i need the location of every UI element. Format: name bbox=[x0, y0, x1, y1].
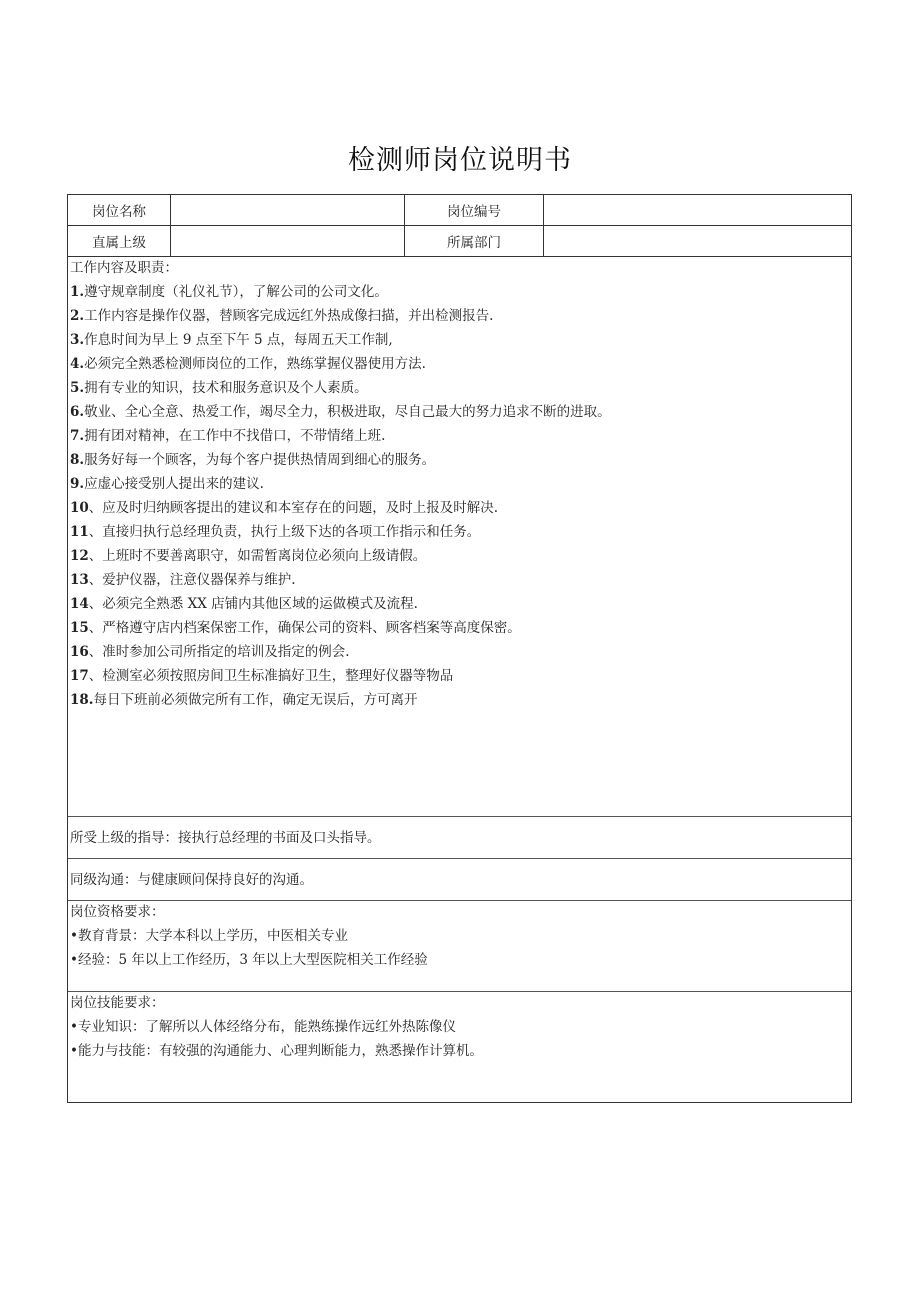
duty-text: 、上班时不要善离职守，如需暂离岗位必须向上级请假。 bbox=[88, 548, 427, 564]
duty-number: 9. bbox=[70, 476, 85, 492]
skills-section bbox=[68, 992, 851, 1102]
duty-text: 、准时参加公司所指定的培训及指定的例会. bbox=[88, 644, 350, 660]
supervisor-label: 直属上级 bbox=[68, 226, 171, 256]
duty-text: 、必须完全熟悉 XX 店铺内其他区域的运做模式及流程. bbox=[88, 596, 418, 612]
duty-text: 、直接归执行总经理负责，执行上级下达的各项工作指示和任务。 bbox=[88, 524, 481, 540]
duties-heading: 工作内容及职责： bbox=[70, 260, 178, 276]
duty-text: 每日下班前必须做完所有工作，确定无误后，方可离开 bbox=[93, 692, 418, 708]
qualifications-section bbox=[68, 901, 851, 992]
list-item bbox=[70, 499, 498, 517]
supervision-text: 所受上级的指导：接执行总经理的书面及口头指导。 bbox=[70, 830, 381, 846]
list-item bbox=[70, 355, 426, 373]
list-item bbox=[70, 691, 418, 709]
list-item: •经验：5 年以上工作经历，3 年以上大型医院相关工作经验 bbox=[70, 952, 428, 968]
peer-communication-section bbox=[68, 859, 851, 901]
duty-text: 作息时间为早上 9 点至下午 5 点，每周五天工作制, bbox=[84, 332, 393, 348]
duty-number: 3. bbox=[70, 332, 85, 348]
list-item bbox=[70, 331, 393, 349]
peer-communication-text: 同级沟通：与健康顾问保持良好的沟通。 bbox=[70, 872, 313, 888]
duty-number: 11 bbox=[70, 524, 89, 540]
duty-number: 16 bbox=[70, 644, 89, 660]
list-item: •能力与技能：有较强的沟通能力、心理判断能力，熟悉操作计算机。 bbox=[70, 1043, 483, 1059]
department-label: 所属部门 bbox=[405, 226, 544, 256]
supervisor-value bbox=[171, 226, 405, 256]
position-code-value bbox=[544, 195, 851, 225]
header-row-1 bbox=[68, 195, 851, 226]
list-item bbox=[70, 523, 480, 541]
duty-number: 7. bbox=[70, 428, 85, 444]
job-description-table bbox=[67, 194, 852, 1103]
list-item bbox=[70, 307, 493, 325]
duty-text: 、应及时归纳顾客提出的建议和本室存在的问题，及时上报及时解决. bbox=[88, 500, 499, 516]
duty-number: 14 bbox=[70, 596, 89, 612]
duty-number: 6. bbox=[70, 404, 85, 420]
duty-text: 、爱护仪器，注意仪器保养与维护. bbox=[88, 572, 296, 588]
duty-number: 13 bbox=[70, 572, 89, 588]
header-row-2 bbox=[68, 226, 851, 257]
duty-number: 15 bbox=[70, 620, 89, 636]
duty-number: 18. bbox=[70, 692, 94, 708]
duty-text: 遵守规章制度（礼仪礼节），了解公司的公司文化。 bbox=[84, 284, 388, 300]
qualifications-heading: 岗位资格要求： bbox=[70, 904, 165, 920]
list-item bbox=[70, 403, 611, 421]
duty-text: 拥有团对精神，在工作中不找借口，不带情绪上班. bbox=[84, 428, 386, 444]
list-item bbox=[70, 451, 435, 469]
duty-text: 、严格遵守店内档案保密工作，确保公司的资料、顾客档案等高度保密。 bbox=[88, 620, 521, 636]
skills-heading: 岗位技能要求： bbox=[70, 995, 165, 1011]
list-item bbox=[70, 427, 385, 445]
list-item bbox=[70, 571, 296, 589]
list-item: •专业知识：了解所以人体经络分布，能熟练操作远红外热陈像仪 bbox=[70, 1019, 456, 1035]
list-item bbox=[70, 667, 453, 685]
duty-number: 4. bbox=[70, 356, 85, 372]
department-value bbox=[544, 226, 851, 256]
position-code-label: 岗位编号 bbox=[405, 195, 544, 225]
duty-text: 拥有专业的知识，技术和服务意识及个人素质。 bbox=[84, 380, 368, 396]
duty-text: 敬业、全心全意、热爱工作，竭尽全力，积极进取，尽自己最大的努力追求不断的进取。 bbox=[84, 404, 611, 420]
list-item: •教育背景：大学本科以上学历，中医相关专业 bbox=[70, 928, 348, 944]
list-item bbox=[70, 475, 264, 493]
duty-number: 10 bbox=[70, 500, 89, 516]
duty-text: 必须完全熟悉检测师岗位的工作，熟练掌握仪器使用方法. bbox=[84, 356, 426, 372]
duty-number: 17 bbox=[70, 668, 89, 684]
duty-text: 应虚心接受别人提出来的建议. bbox=[84, 476, 264, 492]
list-item bbox=[70, 547, 426, 565]
duty-text: 工作内容是操作仪器，替顾客完成远红外热成像扫描，并出检测报告. bbox=[84, 308, 494, 324]
position-name-label: 岗位名称 bbox=[68, 195, 171, 225]
duty-number: 2. bbox=[70, 308, 85, 324]
list-item bbox=[70, 619, 521, 637]
duty-number: 12 bbox=[70, 548, 89, 564]
list-item bbox=[70, 283, 388, 301]
page-title: 检测师岗位说明书 bbox=[348, 145, 572, 176]
duty-number: 8. bbox=[70, 452, 85, 468]
duty-text: 服务好每一个顾客，为每个客户提供热情周到细心的服务。 bbox=[84, 452, 436, 468]
list-item bbox=[70, 379, 368, 397]
supervision-section bbox=[68, 817, 851, 859]
position-name-value bbox=[171, 195, 405, 225]
list-item bbox=[70, 595, 418, 613]
duty-number: 5. bbox=[70, 380, 85, 396]
list-item bbox=[70, 643, 350, 661]
duties-section bbox=[68, 257, 851, 817]
duty-text: 、检测室必须按照房间卫生标准搞好卫生，整理好仪器等物品 bbox=[88, 668, 454, 684]
duty-number: 1. bbox=[70, 284, 85, 300]
